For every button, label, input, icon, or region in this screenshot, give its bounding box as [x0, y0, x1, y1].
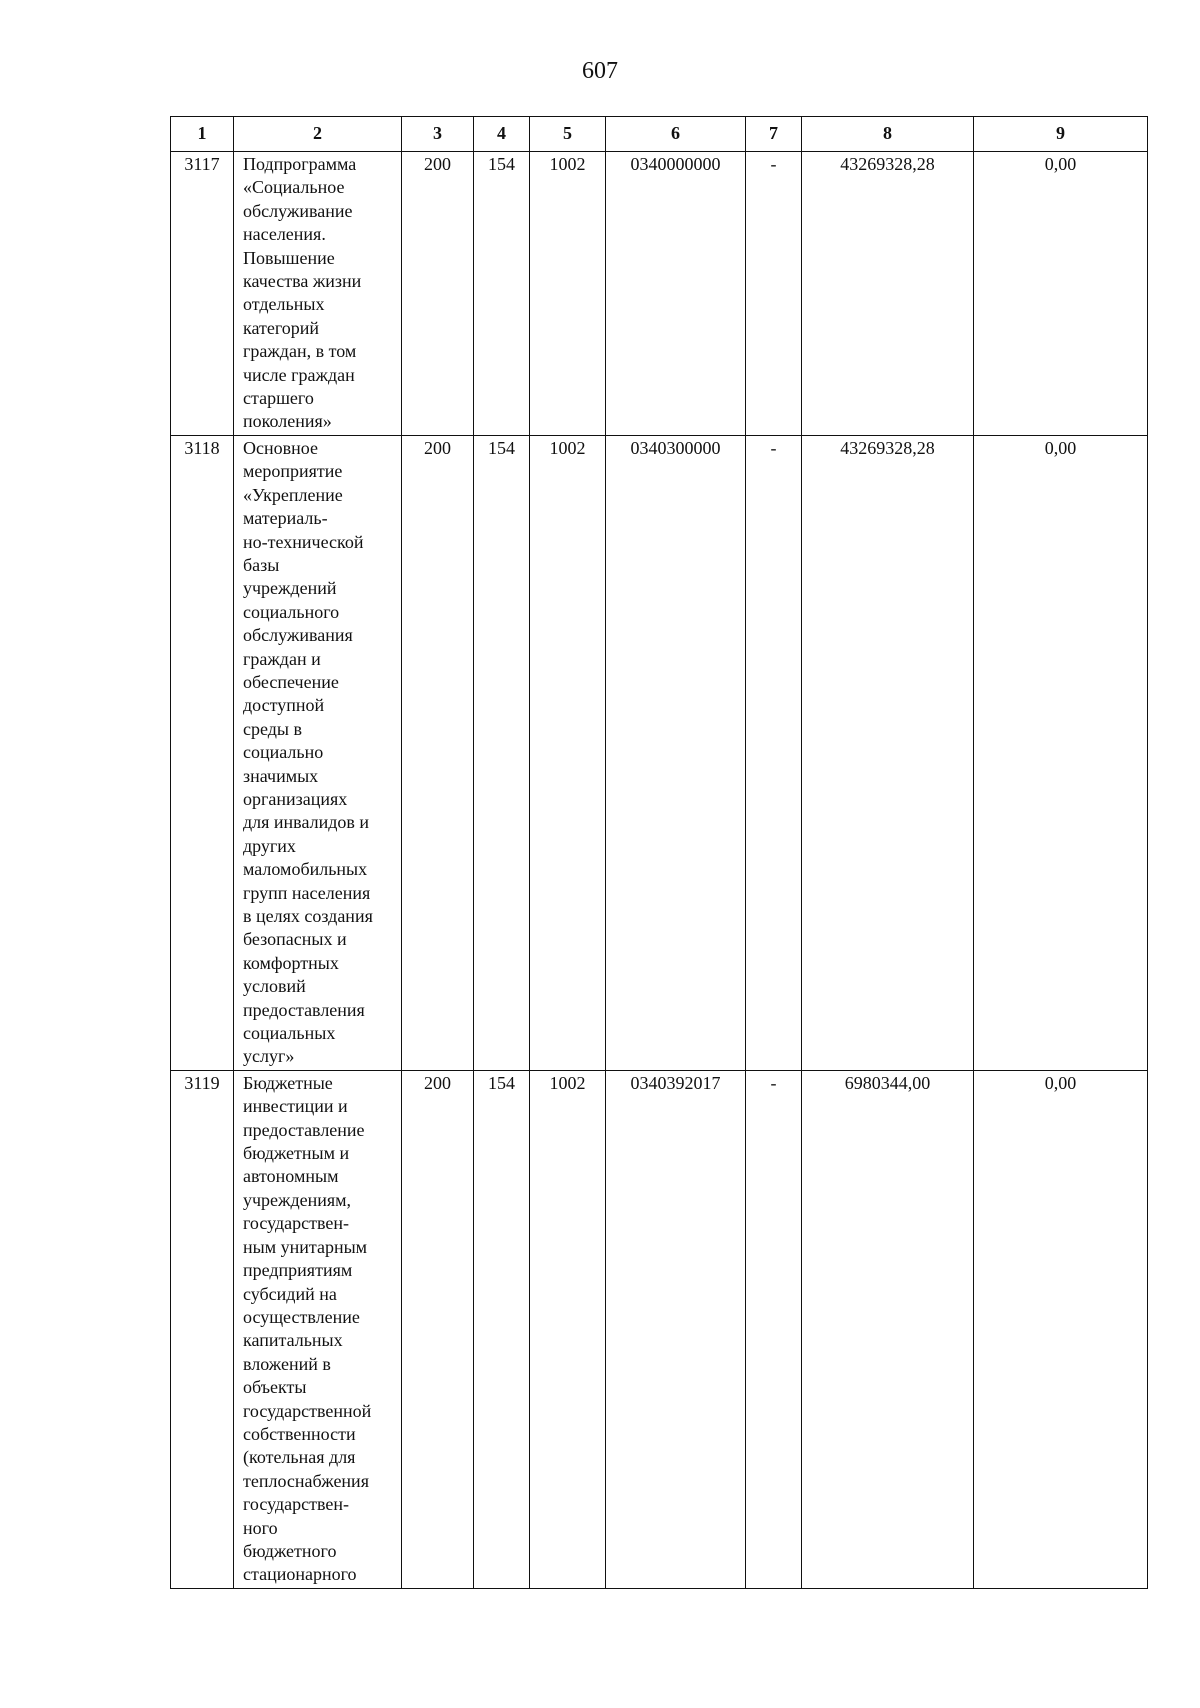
name-line: учреждений [243, 578, 337, 599]
cell-amount-2: 0,00 [974, 1070, 1148, 1588]
name-line: Бюджетные [243, 1072, 333, 1093]
name-line: качества жизни [243, 271, 362, 292]
name-line: условий [243, 976, 306, 997]
name-line: в целях создания [243, 906, 373, 926]
cell-expense-type: - [746, 152, 802, 436]
name-line: граждан, в том [243, 341, 357, 362]
cell-expense-type: - [746, 1070, 802, 1588]
cell-row-number: 3117 [171, 152, 234, 436]
name-line: отдельных [243, 294, 325, 315]
name-line: поколения» [243, 411, 332, 432]
name-line: Подпрограмма [243, 154, 357, 174]
cell-code-5: 1002 [530, 1070, 606, 1588]
name-line: бюджетного [243, 1540, 337, 1561]
cell-target-code: 0340300000 [606, 435, 746, 1070]
name-line: других [243, 835, 296, 856]
cell-code-4: 154 [474, 152, 530, 436]
name-line: стационарного [243, 1564, 357, 1585]
name-line: собственности [243, 1423, 356, 1444]
column-header-9: 9 [974, 117, 1148, 152]
column-header-8: 8 [802, 117, 974, 152]
name-line: государственной [243, 1400, 372, 1421]
cell-code-5: 1002 [530, 152, 606, 436]
page-number: 607 [582, 58, 618, 84]
name-line: предоставления [243, 999, 365, 1020]
name-line: субсидий на [243, 1283, 337, 1304]
cell-name [234, 152, 402, 436]
name-line: предоставление [243, 1119, 365, 1140]
name-line: старшего [243, 388, 314, 409]
cell-code-4: 154 [474, 435, 530, 1070]
name-line: теплоснабжения [243, 1470, 369, 1491]
name-line: комфортных [243, 952, 339, 973]
name-line: Основное [243, 437, 318, 458]
cell-name [234, 435, 402, 1070]
name-line: населения. [243, 224, 326, 245]
cell-code-3: 200 [402, 152, 474, 436]
cell-amount: 43269328,28 [802, 152, 974, 436]
cell-amount-2: 0,00 [974, 435, 1148, 1070]
name-line: для инвалидов и [243, 812, 369, 833]
cell-code-3: 200 [402, 1070, 474, 1588]
name-line: государствен- [243, 1213, 350, 1234]
cell-code-3: 200 [402, 435, 474, 1070]
name-line: учреждениям, [243, 1189, 352, 1210]
column-header-1: 1 [171, 117, 234, 152]
table-row [171, 152, 1148, 436]
name-line: безопасных и [243, 929, 347, 950]
cell-name [234, 1070, 402, 1588]
name-line: предприятиям [243, 1260, 353, 1281]
name-line: социальных [243, 1023, 336, 1044]
name-line: граждан и [243, 648, 321, 669]
cell-target-code: 0340000000 [606, 152, 746, 436]
column-header-7: 7 [746, 117, 802, 152]
name-line: «Укрепление [243, 484, 343, 505]
column-header-2: 2 [234, 117, 402, 152]
cell-row-number: 3119 [171, 1070, 234, 1588]
cell-code-4: 154 [474, 1070, 530, 1588]
name-line: (котельная для [243, 1447, 356, 1468]
cell-amount: 6980344,00 [802, 1070, 974, 1588]
name-line: числе граждан [243, 364, 355, 385]
cell-expense-type: - [746, 435, 802, 1070]
name-line: обслуживание [243, 200, 353, 221]
cell-amount: 43269328,28 [802, 435, 974, 1070]
name-line: инвестиции и [243, 1096, 348, 1117]
column-header-6: 6 [606, 117, 746, 152]
name-line: но-технической [243, 531, 364, 552]
name-line: автономным [243, 1166, 339, 1187]
name-line: материаль- [243, 508, 328, 529]
column-header-4: 4 [474, 117, 530, 152]
name-line: объекты [243, 1377, 307, 1398]
name-line: социально [243, 742, 324, 763]
table-row [171, 435, 1148, 1070]
name-line: бюджетным и [243, 1143, 350, 1164]
name-line: значимых [243, 765, 319, 786]
name-line: ного [243, 1517, 278, 1538]
budget-table [170, 116, 1148, 1589]
name-line: организациях [243, 788, 348, 809]
name-line: «Социальное [243, 177, 345, 198]
name-line: услуг» [243, 1046, 295, 1067]
name-line: вложений в [243, 1353, 331, 1374]
column-header-3: 3 [402, 117, 474, 152]
name-line: социального [243, 601, 340, 622]
name-line: базы [243, 554, 280, 575]
name-line: групп населения [243, 882, 371, 903]
name-line: ным унитарным [243, 1236, 368, 1257]
name-line: категорий [243, 317, 320, 338]
cell-amount-2: 0,00 [974, 152, 1148, 436]
name-line: государствен- [243, 1494, 350, 1515]
name-line: Повышение [243, 247, 335, 268]
name-line: доступной [243, 695, 325, 716]
column-header-5: 5 [530, 117, 606, 152]
cell-code-5: 1002 [530, 435, 606, 1070]
table-row [171, 1070, 1148, 1588]
name-line: обслуживания [243, 625, 353, 646]
table-body [171, 152, 1148, 1589]
header-row [171, 117, 1148, 152]
name-line: среды в [243, 718, 302, 739]
name-line: осуществление [243, 1306, 360, 1327]
name-line: мероприятие [243, 461, 343, 482]
name-line: обеспечение [243, 671, 339, 692]
cell-target-code: 0340392017 [606, 1070, 746, 1588]
cell-row-number: 3118 [171, 435, 234, 1070]
name-line: маломобильных [243, 859, 368, 880]
name-line: капитальных [243, 1330, 343, 1351]
